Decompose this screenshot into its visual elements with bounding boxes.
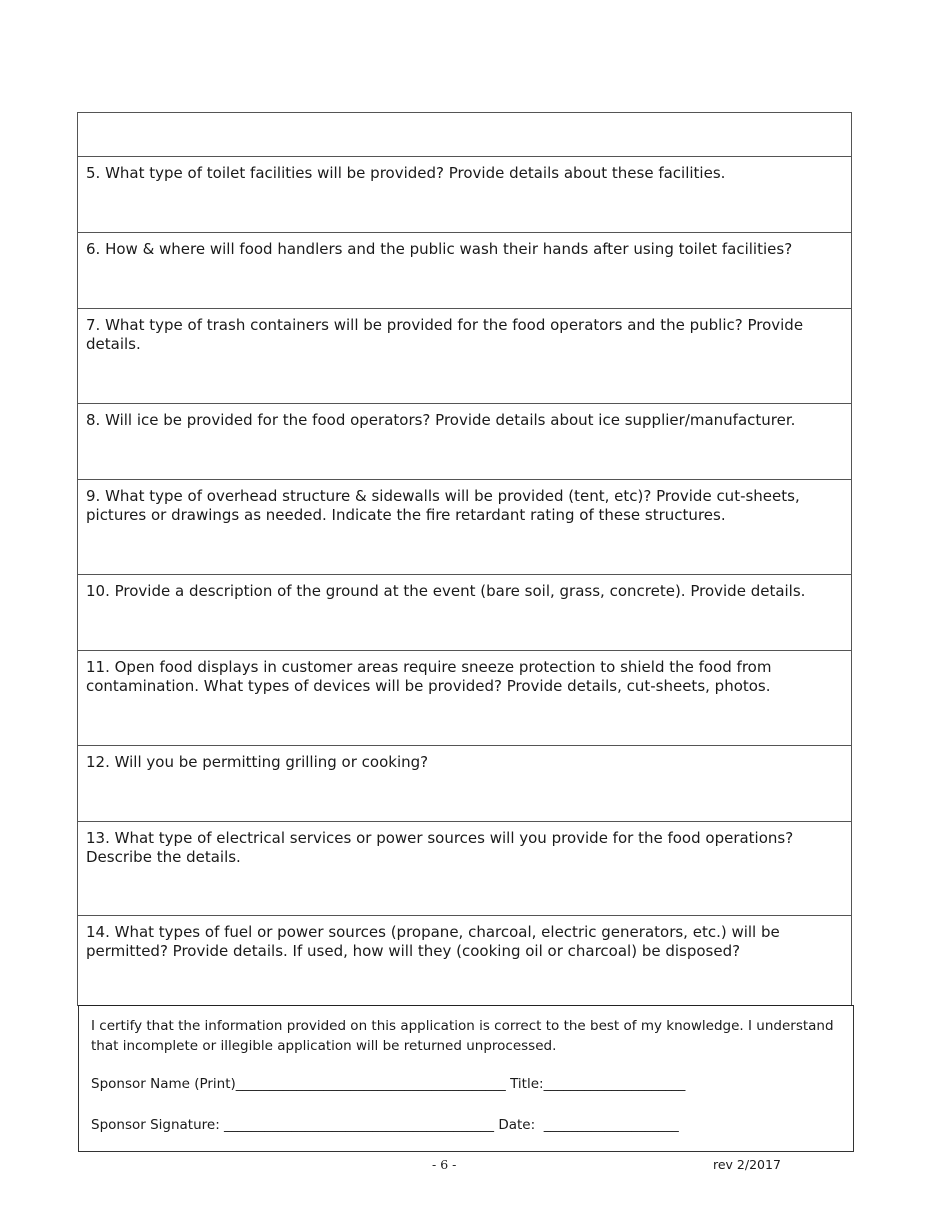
question-row-5[interactable]: [78, 156, 851, 232]
question-11-text: 11. Open food displays in customer areas require sneeze protection to shield the food from contamination. What types of devices will be provided? Provide details, cut-sheets, photos.: [86, 658, 772, 695]
certification-statement: I certify that the information provided on this application is correct to the best of my knowledge. I understand that incomplete or illegible application will be returned unprocessed.: [91, 1018, 834, 1054]
question-row-9[interactable]: [78, 479, 851, 574]
revision-label: rev 2/2017: [713, 1157, 781, 1172]
question-row-8[interactable]: [78, 403, 851, 479]
question-row-14[interactable]: [78, 915, 851, 1005]
question-12-text: 12. Will you be permitting grilling or cooking?: [86, 753, 429, 771]
page-number: - 6 -: [432, 1157, 457, 1172]
question-5-text: 5. What type of toilet facilities will be provided? Provide details about these facilities.: [86, 164, 726, 182]
question-13-text: 13. What type of electrical services or power sources will you provide for the food operations? Describe the details.: [86, 829, 794, 866]
question-row-6[interactable]: [78, 232, 851, 308]
sponsor-signature-field[interactable]: Sponsor Signature: ________________________________________ Date: ____________________: [91, 1117, 679, 1133]
questions-table: [77, 112, 852, 1006]
question-row-10[interactable]: [78, 574, 851, 650]
question-row-7[interactable]: [78, 308, 851, 403]
question-8-text: 8. Will ice be provided for the food operators? Provide details about ice supplier/manufacturer.: [86, 411, 796, 429]
question-row-11[interactable]: [78, 650, 851, 745]
question-14-text: 14. What types of fuel or power sources (propane, charcoal, electric generators, etc.) will be permitted? Provide details. If used, how will they (cooking oil or charcoal) be disposed?: [86, 923, 780, 960]
answer-area-q4[interactable]: [78, 113, 851, 156]
sponsor-name-field[interactable]: Sponsor Name (Print)________________________________________ Title:_____________________: [91, 1076, 686, 1092]
question-row-13[interactable]: [78, 821, 851, 915]
question-9-text: 9. What type of overhead structure & sidewalls will be provided (tent, etc)? Provide cut-sheets, pictures or drawings as needed. Indicate the fire retardant rating of these structures.: [86, 487, 800, 524]
question-row-12[interactable]: [78, 745, 851, 821]
certification-box: [78, 1005, 854, 1152]
question-6-text: 6. How & where will food handlers and the public wash their hands after using toilet facilities?: [86, 240, 793, 258]
question-7-text: 7. What type of trash containers will be provided for the food operators and the public? Provide details.: [86, 316, 804, 353]
question-10-text: 10. Provide a description of the ground at the event (bare soil, grass, concrete). Provide details.: [86, 582, 806, 600]
